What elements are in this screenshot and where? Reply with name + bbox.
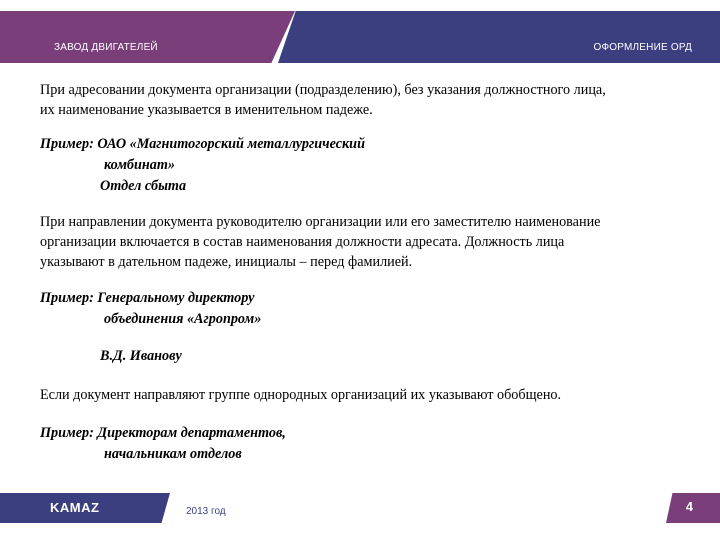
- paragraph-line: их наименование указывается в именительном падеже.: [40, 102, 373, 118]
- header-right-title: ОФОРМЛЕНИЕ ОРД: [593, 42, 692, 53]
- paragraph-3: [40, 385, 561, 405]
- paragraph-2: [40, 212, 600, 272]
- example-line: начальникам отделов: [104, 446, 242, 462]
- paragraph-line: При направлении документа руководителю организации или его заместителю наименование: [40, 214, 601, 230]
- example-line: комбинат»: [104, 157, 175, 173]
- header-left-title: ЗАВОД ДВИГАТЕЛЕЙ: [54, 42, 158, 53]
- example-line: Отдел сбыта: [100, 178, 187, 194]
- paragraph-1: [40, 80, 606, 120]
- paragraph-line: При адресовании документа организации (подразделению), без указания должностного лица,: [40, 82, 606, 98]
- example-line: Пример: Директорам департаментов,: [40, 425, 286, 441]
- example-2: [40, 288, 261, 367]
- example-line: В.Д. Иванову: [100, 348, 182, 364]
- slide-header: [0, 11, 720, 63]
- page-number: 4: [685, 499, 693, 514]
- footer-right-band: [666, 493, 720, 523]
- kamaz-logo: KAMAZ: [50, 500, 100, 515]
- example-line: Пример: ОАО «Магнитогорский металлургический: [40, 136, 365, 152]
- header-left-band: [0, 11, 295, 63]
- header-right-band: [278, 11, 720, 63]
- paragraph-line: Если документ направляют группе однородных организаций их указывают обобщено.: [40, 387, 562, 403]
- slide-footer: [0, 493, 720, 523]
- example-line: объединения «Агропром»: [104, 311, 262, 327]
- example-1: [40, 134, 365, 197]
- paragraph-line: указывают в дательном падеже, инициалы – перед фамилией.: [40, 254, 413, 270]
- example-3: [40, 423, 286, 465]
- paragraph-line: организации включается в состав наименования должности адресата. Должность лица: [40, 234, 565, 250]
- example-line: Пример: Генеральному директору: [40, 290, 255, 306]
- footer-year: 2013 год: [186, 506, 226, 517]
